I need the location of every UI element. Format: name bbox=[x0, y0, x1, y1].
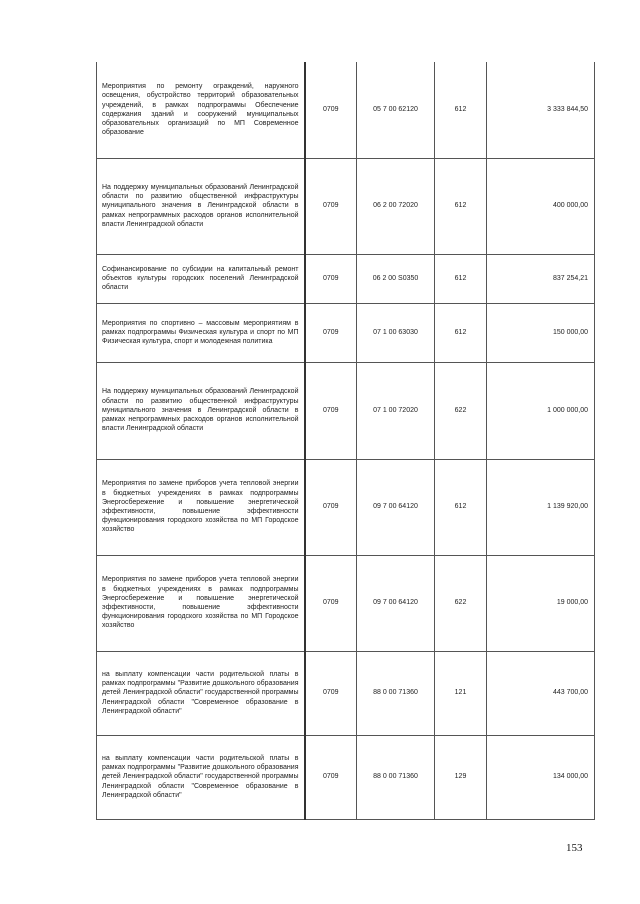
row-target: 07 1 00 63030 bbox=[357, 303, 435, 362]
row-section: 0709 bbox=[305, 735, 357, 819]
row-type: 622 bbox=[435, 555, 487, 651]
row-amount: 837 254,21 bbox=[487, 254, 595, 303]
row-type: 612 bbox=[435, 158, 487, 254]
row-target: 07 1 00 72020 bbox=[357, 362, 435, 459]
row-amount: 3 333 844,50 bbox=[487, 62, 595, 158]
row-section: 0709 bbox=[305, 62, 357, 158]
row-name: на выплату компенсации части родительской платы в рамках подпрограммы "Развитие дошкольного образования детей Ленинградской области" государственной программы Ленинградской области "Современное образование в Ленинградской области" bbox=[97, 735, 305, 819]
table-row bbox=[97, 158, 595, 254]
table-row bbox=[97, 459, 595, 555]
row-target: 05 7 00 62120 bbox=[357, 62, 435, 158]
row-section: 0709 bbox=[305, 651, 357, 735]
row-type: 129 bbox=[435, 735, 487, 819]
row-name: на выплату компенсации части родительской платы в рамках подпрограммы "Развитие дошкольного образования детей Ленинградской области" государственной программы Ленинградской области "Современное образование в Ленинградской области" bbox=[97, 651, 305, 735]
table-row bbox=[97, 555, 595, 651]
row-name: Мероприятия по спортивно – массовым мероприятиям в рамках подпрограммы Физическая культура и спорт по МП Физическая культура, спорт и молодежная политика bbox=[97, 303, 305, 362]
row-name: Мероприятия по замене приборов учета тепловой энергии в бюджетных учреждениях в рамках подпрограммы Энергосбережение и повышение энергетической эффективности, повышение эффективности функционирования городского хозяйства по МП Городское хозяйство bbox=[97, 459, 305, 555]
row-type: 612 bbox=[435, 303, 487, 362]
row-target: 88 0 00 71360 bbox=[357, 651, 435, 735]
row-amount: 19 000,00 bbox=[487, 555, 595, 651]
row-name: Мероприятия по ремонту ограждений, наружного освещения, обустройство территорий образовательных учреждений, в рамках подпрограммы Обеспечение содержания зданий и сооружений муниципальных образовательных организаций по МП Современное образование bbox=[97, 62, 305, 158]
row-target: 06 2 00 72020 bbox=[357, 158, 435, 254]
row-amount: 150 000,00 bbox=[487, 303, 595, 362]
row-name: Мероприятия по замене приборов учета тепловой энергии в бюджетных учреждениях в рамках подпрограммы Энергосбережение и повышение энергетической эффективности, повышение эффективности функционирования городского хозяйства по МП Городское хозяйство bbox=[97, 555, 305, 651]
budget-table bbox=[96, 62, 595, 820]
table-row bbox=[97, 62, 595, 158]
row-type: 612 bbox=[435, 62, 487, 158]
row-target: 09 7 00 64120 bbox=[357, 555, 435, 651]
table-row bbox=[97, 651, 595, 735]
row-section: 0709 bbox=[305, 459, 357, 555]
table-row bbox=[97, 362, 595, 459]
row-amount: 134 000,00 bbox=[487, 735, 595, 819]
row-target: 06 2 00 S0350 bbox=[357, 254, 435, 303]
table-row bbox=[97, 254, 595, 303]
row-section: 0709 bbox=[305, 303, 357, 362]
table-row bbox=[97, 735, 595, 819]
table-row bbox=[97, 303, 595, 362]
row-type: 121 bbox=[435, 651, 487, 735]
row-type: 612 bbox=[435, 254, 487, 303]
row-amount: 443 700,00 bbox=[487, 651, 595, 735]
page-number: 153 bbox=[566, 842, 583, 854]
row-name: На поддержку муниципальных образований Ленинградской области по развитию общественной инфраструктуры муниципального значения в Ленинградской области в рамках непрограммных расходов органов исполнительной власти Ленинградской области bbox=[97, 158, 305, 254]
row-amount: 400 000,00 bbox=[487, 158, 595, 254]
row-target: 88 0 00 71360 bbox=[357, 735, 435, 819]
row-amount: 1 000 000,00 bbox=[487, 362, 595, 459]
row-amount: 1 139 920,00 bbox=[487, 459, 595, 555]
row-name: На поддержку муниципальных образований Ленинградской области по развитию общественной инфраструктуры муниципального значения в Ленинградской области в рамках непрограммных расходов органов исполнительной власти Ленинградской области bbox=[97, 362, 305, 459]
row-section: 0709 bbox=[305, 555, 357, 651]
row-section: 0709 bbox=[305, 254, 357, 303]
row-section: 0709 bbox=[305, 158, 357, 254]
row-type: 612 bbox=[435, 459, 487, 555]
row-target: 09 7 00 64120 bbox=[357, 459, 435, 555]
row-type: 622 bbox=[435, 362, 487, 459]
row-name: Софинансирование по субсидии на капитальный ремонт объектов культуры городских поселений Ленинградской области bbox=[97, 254, 305, 303]
row-section: 0709 bbox=[305, 362, 357, 459]
